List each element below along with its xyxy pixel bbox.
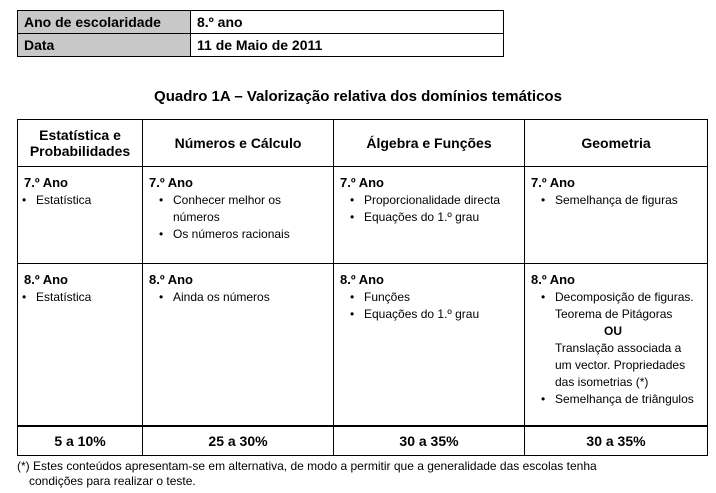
list-item: • Ainda os números bbox=[161, 289, 327, 306]
year8-algebra-cell bbox=[334, 264, 525, 426]
info-row-date bbox=[18, 34, 504, 57]
year-label: 8.º Ano bbox=[149, 272, 193, 287]
header-statistics: Estatística e Probabilidades bbox=[18, 120, 143, 167]
header-algebra: Álgebra e Funções bbox=[334, 120, 525, 167]
year7-algebra-cell bbox=[334, 167, 525, 264]
footnote bbox=[17, 459, 707, 489]
year7-numbers-cell bbox=[143, 167, 334, 264]
percentage-algebra: 30 a 35% bbox=[334, 426, 525, 456]
year-label: 7.º Ano bbox=[531, 175, 575, 190]
percentage-row bbox=[18, 426, 708, 456]
list-item: • Estatística bbox=[24, 192, 136, 209]
info-value-date: 11 de Maio de 2011 bbox=[191, 34, 504, 57]
footnote-line-1: (*) Estes conteúdos apresentam-se em alternativa, de modo a permitir que a generalidade das escolas tenha bbox=[17, 459, 597, 473]
list-item: • Equações do 1.º grau bbox=[352, 306, 518, 323]
header-row bbox=[18, 120, 708, 167]
year-label: 8.º Ano bbox=[24, 272, 68, 287]
table-title: Quadro 1A – Valorização relativa dos domínios temáticos bbox=[154, 88, 562, 105]
geometry-item-1: Decomposição de figuras. Teorema de Pitágoras bbox=[555, 290, 694, 321]
year8-geometry-cell bbox=[525, 264, 708, 426]
info-row-year bbox=[18, 11, 504, 34]
percentage-statistics: 5 a 10% bbox=[18, 426, 143, 456]
themes-table bbox=[17, 119, 708, 456]
year8-numbers-cell bbox=[143, 264, 334, 426]
year-label: 7.º Ano bbox=[340, 175, 384, 190]
year7-statistics-cell bbox=[18, 167, 143, 264]
list-item: • Semelhança de figuras bbox=[543, 192, 701, 209]
year7-row bbox=[18, 167, 708, 264]
year-label: 7.º Ano bbox=[149, 175, 193, 190]
year-label: 8.º Ano bbox=[531, 272, 575, 287]
header-info-table bbox=[17, 10, 504, 57]
list-item: • Proporcionalidade directa bbox=[352, 192, 518, 209]
year-label: 7.º Ano bbox=[24, 175, 68, 190]
list-item bbox=[543, 289, 701, 391]
info-label-year: Ano de escolaridade bbox=[18, 11, 191, 34]
info-value-year: 8.º ano bbox=[191, 11, 504, 34]
header-geometry: Geometria bbox=[525, 120, 708, 167]
or-label: OU bbox=[604, 324, 622, 338]
list-item: • Equações do 1.º grau bbox=[352, 209, 518, 226]
list-item: • Funções bbox=[352, 289, 518, 306]
percentage-numbers: 25 a 30% bbox=[143, 426, 334, 456]
year8-row bbox=[18, 264, 708, 426]
footnote-line-2: condições para realizar o teste. bbox=[29, 474, 196, 488]
header-numbers: Números e Cálculo bbox=[143, 120, 334, 167]
list-item: • Conhecer melhor os números bbox=[161, 192, 327, 226]
info-label-date: Data bbox=[18, 34, 191, 57]
year7-geometry-cell bbox=[525, 167, 708, 264]
year-label: 8.º Ano bbox=[340, 272, 384, 287]
list-item: • Estatística bbox=[24, 289, 136, 306]
geometry-alternative: Translação associada a um vector. Propriedades das isometrias (*) bbox=[555, 341, 686, 389]
percentage-geometry: 30 a 35% bbox=[525, 426, 708, 456]
list-item: • Semelhança de triângulos bbox=[543, 391, 701, 408]
year8-statistics-cell bbox=[18, 264, 143, 426]
list-item: • Os números racionais bbox=[161, 226, 327, 243]
